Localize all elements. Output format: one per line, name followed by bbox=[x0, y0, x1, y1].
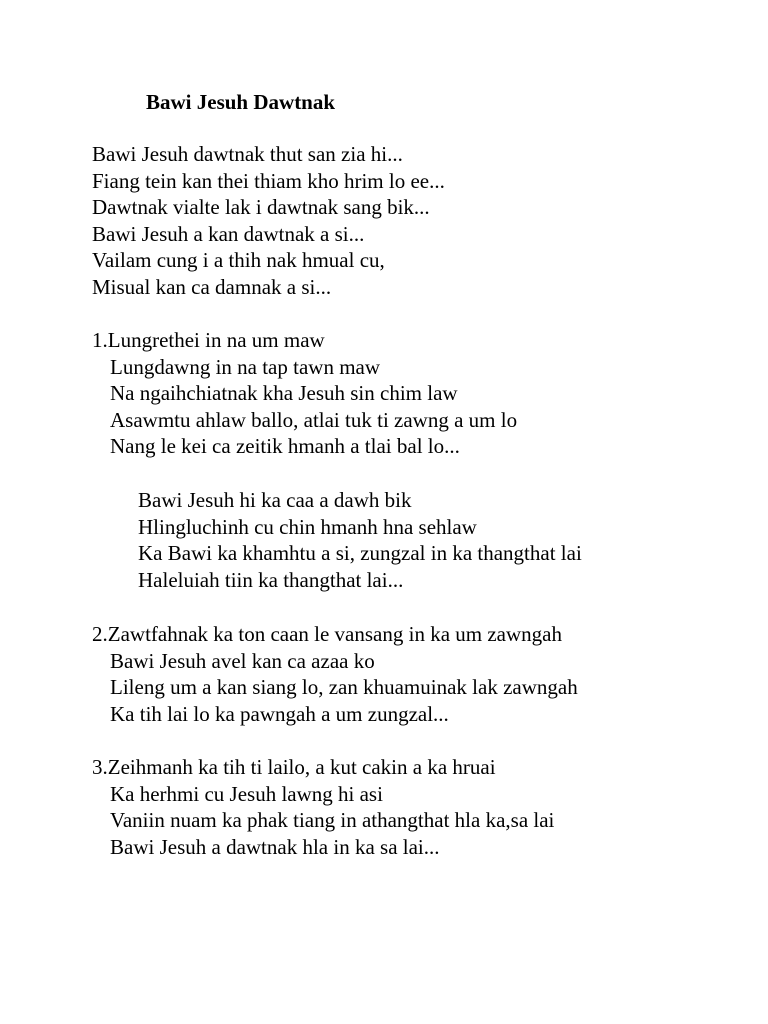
intro-stanza bbox=[0, 141, 445, 301]
intro-line: Fiang tein kan thei thiam kho hrim lo ee... bbox=[92, 168, 445, 193]
verse-3-line: Ka herhmi cu Jesuh lawng hi asi bbox=[110, 781, 383, 806]
song-title: Bawi Jesuh Dawtnak bbox=[146, 90, 336, 114]
chorus-line: Ka Bawi ka khamhtu a si, zungzal in ka thangthat lai bbox=[138, 541, 582, 566]
intro-line: Bawi Jesuh dawtnak thut san zia hi... bbox=[92, 142, 403, 166]
verse-3-line: Vaniin nuam ka phak tiang in athangthat hla ka,sa lai bbox=[110, 808, 555, 833]
chorus-line: Bawi Jesuh hi ka caa a dawh bik bbox=[138, 488, 412, 512]
verse-3-line: Bawi Jesuh a dawtnak hla in ka sa lai... bbox=[110, 834, 440, 859]
intro-line: Bawi Jesuh a kan dawtnak a si... bbox=[92, 221, 365, 246]
verse-3 bbox=[0, 754, 554, 860]
verse-2-line: Bawi Jesuh avel kan ca azaa ko bbox=[110, 648, 375, 673]
verse-1-line: Na ngaihchiatnak kha Jesuh sin chim law bbox=[110, 381, 458, 406]
verse-1 bbox=[0, 327, 517, 460]
verse-1-line: Nang le kei ca zeitik hmanh a tlai bal lo... bbox=[110, 434, 460, 459]
intro-line: Misual kan ca damnak a si... bbox=[92, 274, 332, 299]
verse-3-line: 3.Zeihmanh ka tih ti lailo, a kut cakin a ka hruai bbox=[92, 755, 496, 779]
chorus bbox=[0, 487, 582, 593]
verse-1-line: Asawmtu ahlaw ballo, atlai tuk ti zawng a um lo bbox=[110, 407, 518, 432]
chorus-line: Hlingluchinh cu chin hmanh hna sehlaw bbox=[138, 514, 477, 539]
verse-2-line: Lileng um a kan siang lo, zan khuamuinak lak zawngah bbox=[110, 675, 578, 700]
verse-2 bbox=[0, 621, 578, 727]
verse-2-line: Ka tih lai lo ka pawngah a um zungzal... bbox=[110, 701, 449, 726]
verse-1-line: Lungdawng in na tap tawn maw bbox=[110, 354, 381, 379]
intro-line: Dawtnak vialte lak i dawtnak sang bik... bbox=[92, 195, 430, 220]
intro-line: Vailam cung i a thih nak hmual cu, bbox=[92, 248, 385, 273]
verse-1-line: 1.Lungrethei in na um maw bbox=[92, 328, 325, 352]
verse-2-line: 2.Zawtfahnak ka ton caan le vansang in ka um zawngah bbox=[92, 622, 562, 646]
chorus-line: Haleluiah tiin ka thangthat lai... bbox=[138, 567, 404, 592]
